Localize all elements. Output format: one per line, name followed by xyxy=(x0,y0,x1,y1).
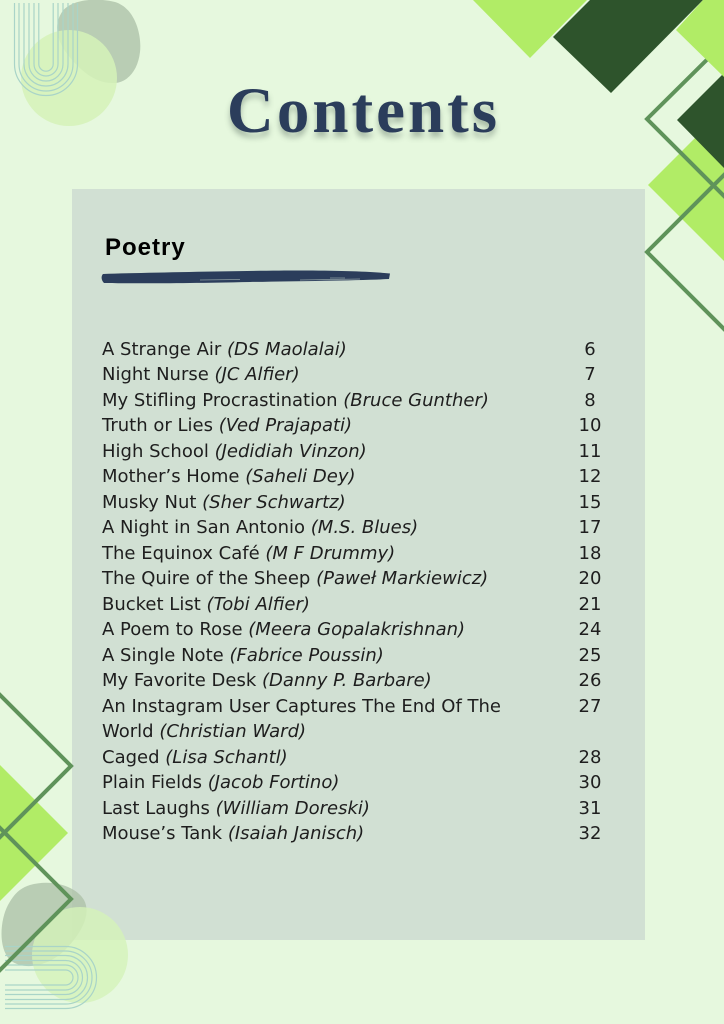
entry-page-number: 18 xyxy=(578,542,602,564)
entry-author: (Isaiah Janisch) xyxy=(227,823,365,844)
outline-chevron-lower xyxy=(647,169,724,335)
entry-page-number: 20 xyxy=(578,568,602,589)
list-item xyxy=(102,566,630,592)
entry-text xyxy=(102,592,512,618)
list-item xyxy=(102,643,630,669)
entry-author: (Paweł Markiewicz) xyxy=(316,568,489,589)
list-item xyxy=(102,388,630,414)
entry-title: A Single Note xyxy=(102,644,224,666)
entry-author: (Jacob Fortino) xyxy=(207,772,340,793)
entry-title: A Poem to Rose xyxy=(102,619,243,640)
entry-text xyxy=(102,643,512,669)
entry-author: (Ved Prajapati) xyxy=(218,415,353,436)
list-item xyxy=(102,337,630,363)
list-item xyxy=(102,362,630,388)
entry-text xyxy=(102,337,512,363)
entry-title: An Instagram User Captures The End Of The World xyxy=(102,695,501,742)
entry-page-number: 17 xyxy=(578,517,602,538)
entry-author: (Fabrice Poussin) xyxy=(229,644,384,666)
list-item xyxy=(102,668,630,694)
entry-text xyxy=(102,566,512,592)
blob-shape xyxy=(57,0,140,83)
contents-list xyxy=(102,337,630,847)
entry-page-number: 10 xyxy=(578,415,602,436)
entry-page-number: 25 xyxy=(578,644,602,666)
entry-page-number: 24 xyxy=(578,619,602,640)
list-item xyxy=(102,770,630,796)
entry-author: (DS Maolalai) xyxy=(227,338,347,360)
entry-title: Musky Nut xyxy=(102,491,197,513)
entry-page-number: 8 xyxy=(584,389,596,411)
entry-title: My Favorite Desk xyxy=(102,670,257,691)
entry-page-number: 21 xyxy=(578,593,602,615)
entry-title: High School xyxy=(102,440,209,462)
arch-lines xyxy=(5,947,97,1009)
entry-title: Mouse’s Tank xyxy=(102,823,223,844)
entry-page-number: 7 xyxy=(584,364,596,385)
entry-title: Night Nurse xyxy=(102,364,209,385)
entry-page-number: 11 xyxy=(578,440,602,462)
list-item xyxy=(102,796,630,822)
list-item xyxy=(102,541,630,567)
entry-text xyxy=(102,694,512,745)
list-item xyxy=(102,592,630,618)
entry-author: (Tobi Alfier) xyxy=(206,593,310,615)
entry-title: Bucket List xyxy=(102,593,201,615)
light-green-triangle xyxy=(473,0,587,58)
entry-text xyxy=(102,490,512,516)
entry-page-number: 30 xyxy=(578,772,602,793)
entry-title: The Quire of the Sheep xyxy=(102,568,311,589)
entry-title: My Stifling Procrastination xyxy=(102,389,338,411)
entry-text xyxy=(102,413,512,439)
entry-page-number: 31 xyxy=(578,797,602,819)
light-green-corner xyxy=(676,0,724,77)
list-item xyxy=(102,821,630,847)
entry-title: Truth or Lies xyxy=(102,415,213,436)
entry-author: (Meera Gopalakrishnan) xyxy=(248,619,466,640)
entry-title: Last Laughs xyxy=(102,797,210,819)
list-item xyxy=(102,745,630,771)
list-item xyxy=(102,617,630,643)
entry-page-number: 15 xyxy=(578,491,602,513)
entry-text xyxy=(102,668,512,694)
list-item xyxy=(102,515,630,541)
entry-text xyxy=(102,770,512,796)
entry-page-number: 6 xyxy=(584,338,596,360)
entry-title: A Night in San Antonio xyxy=(102,517,306,538)
entry-page-number: 28 xyxy=(578,746,602,768)
list-item xyxy=(102,413,630,439)
entry-author: (JC Alfier) xyxy=(214,364,300,385)
entry-text xyxy=(102,362,512,388)
entry-page-number: 27 xyxy=(578,695,602,717)
entry-page-number: 12 xyxy=(578,466,602,487)
entry-text xyxy=(102,796,512,822)
entry-page-number: 26 xyxy=(578,670,602,691)
list-item xyxy=(102,490,630,516)
entry-page-number: 32 xyxy=(578,823,602,844)
entry-title: Mother’s Home xyxy=(102,466,240,487)
page-title: Contents xyxy=(226,75,501,147)
entry-author: (Bruce Gunther) xyxy=(343,389,489,411)
entry-text xyxy=(102,541,512,567)
entry-title: Plain Fields xyxy=(102,772,202,793)
entry-author: (Christian Ward) xyxy=(159,721,307,742)
entry-author: (Saheli Dey) xyxy=(245,466,356,487)
entry-title: The Equinox Café xyxy=(102,542,260,564)
entry-text xyxy=(102,617,512,643)
entry-text xyxy=(102,464,512,490)
outline-chevron-lower-left xyxy=(0,818,71,980)
entry-author: (William Doreski) xyxy=(215,797,370,819)
entry-text xyxy=(102,388,512,414)
entry-title: Caged xyxy=(102,746,160,768)
list-item xyxy=(102,464,630,490)
light-green-diamond-left xyxy=(0,765,68,901)
outline-chevron-upper-left xyxy=(0,685,71,847)
list-item xyxy=(102,439,630,465)
entry-author: (Lisa Schantl) xyxy=(165,746,288,768)
entry-text xyxy=(102,745,512,771)
entry-text xyxy=(102,821,512,847)
section-heading: Poetry xyxy=(105,234,186,261)
entry-author: (Sher Schwartz) xyxy=(202,491,346,513)
entry-author: (M F Drummy) xyxy=(265,542,396,564)
entry-author: (M.S. Blues) xyxy=(310,517,419,538)
entry-author: (Danny P. Barbare) xyxy=(262,670,432,691)
list-item xyxy=(102,694,630,745)
entry-text xyxy=(102,515,512,541)
entry-title: A Strange Air xyxy=(102,338,222,360)
entry-text xyxy=(102,439,512,465)
entry-author: (Jedidiah Vinzon) xyxy=(214,440,367,462)
